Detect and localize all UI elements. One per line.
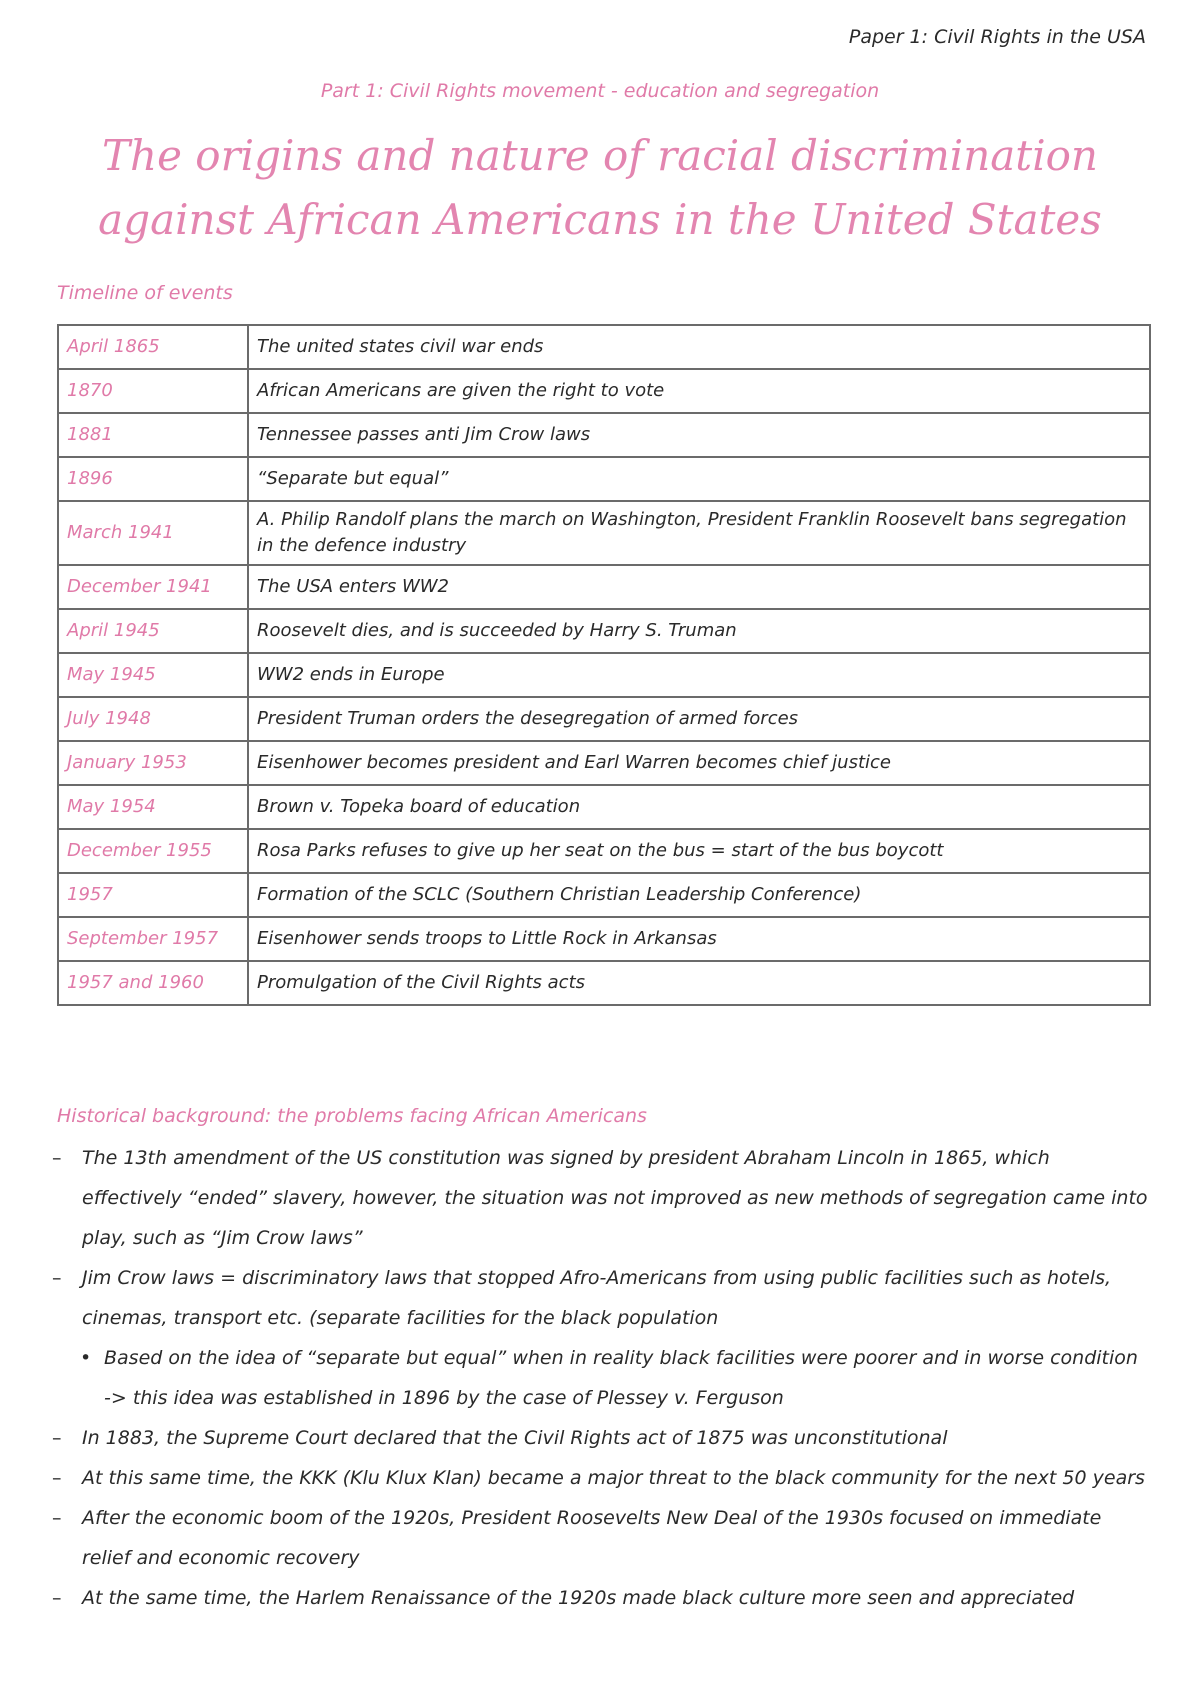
table-row bbox=[58, 413, 1150, 457]
list-item-text: At this same time, the KKK (Klu Klux Klan) became a major threat to the black community for the next 50 years bbox=[82, 1467, 1145, 1489]
list-item bbox=[50, 1138, 1150, 1258]
timeline-table bbox=[57, 324, 1151, 1006]
timeline-date: May 1945 bbox=[58, 653, 248, 697]
part-title: Part 1: Civil Rights movement - education and segregation bbox=[320, 80, 880, 102]
list-item-text: Based on the idea of “separate but equal” when in reality black facilities were poorer and in worse condition -> this idea was established in 1896 by the case of Plessey v. Ferguson bbox=[104, 1347, 1138, 1409]
list-item-text: In 1883, the Supreme Court declared that the Civil Rights act of 1875 was unconstitutional bbox=[82, 1427, 948, 1449]
timeline-event: Eisenhower sends troops to Little Rock in Arkansas bbox=[248, 917, 1150, 961]
list-item bbox=[50, 1418, 1150, 1458]
timeline-event: Rosa Parks refuses to give up her seat on the bus = start of the bus boycott bbox=[248, 829, 1150, 873]
table-row bbox=[58, 917, 1150, 961]
list-item bbox=[50, 1498, 1150, 1578]
list-item-text: Jim Crow laws = discriminatory laws that stopped Afro-Americans from using public facilities such as hotels, cinemas, transport etc. (separate facilities for the black population bbox=[82, 1267, 1112, 1329]
table-row bbox=[58, 961, 1150, 1005]
dash-bullet-icon: – bbox=[52, 1267, 62, 1289]
table-row bbox=[58, 873, 1150, 917]
timeline-date: 1957 and 1960 bbox=[58, 961, 248, 1005]
timeline-date: April 1865 bbox=[58, 325, 248, 369]
timeline-event: President Truman orders the desegregation of armed forces bbox=[248, 697, 1150, 741]
dash-bullet-icon: – bbox=[52, 1427, 62, 1449]
timeline-event: The USA enters WW2 bbox=[248, 565, 1150, 609]
table-row bbox=[58, 741, 1150, 785]
timeline-event: Tennessee passes anti Jim Crow laws bbox=[248, 413, 1150, 457]
timeline-event: A. Philip Randolf plans the march on Washington, President Franklin Roosevelt bans segregation in the defence industry bbox=[248, 501, 1150, 565]
list-item-text: After the economic boom of the 1920s, President Roosevelts New Deal of the 1930s focused on immediate relief and economic recovery bbox=[82, 1507, 1102, 1569]
timeline-event: “Separate but equal” bbox=[248, 457, 1150, 501]
timeline-date: September 1957 bbox=[58, 917, 248, 961]
table-row bbox=[58, 457, 1150, 501]
background-list bbox=[50, 1138, 1150, 1618]
timeline-date: 1957 bbox=[58, 873, 248, 917]
timeline-event: Formation of the SCLC (Southern Christian Leadership Conference) bbox=[248, 873, 1150, 917]
timeline-date: December 1941 bbox=[58, 565, 248, 609]
list-item bbox=[50, 1458, 1150, 1498]
sub-list-item bbox=[50, 1338, 1150, 1418]
list-item bbox=[50, 1258, 1150, 1338]
dash-bullet-icon: – bbox=[52, 1467, 62, 1489]
list-item bbox=[50, 1578, 1150, 1618]
table-row bbox=[58, 829, 1150, 873]
background-heading: Historical background: the problems facing African Americans bbox=[57, 1105, 647, 1127]
list-item-text: The 13th amendment of the US constitution was signed by president Abraham Lincoln in 1865, which effectively “ended” slavery, however, the situation was not improved as new methods of segregation came into play, such as “Jim Crow laws” bbox=[82, 1147, 1148, 1249]
table-row bbox=[58, 325, 1150, 369]
page-title: The origins and nature of racial discrimination against African Americans in the United States bbox=[98, 131, 1102, 244]
table-row bbox=[58, 785, 1150, 829]
dash-bullet-icon: – bbox=[52, 1507, 62, 1529]
timeline-event: Eisenhower becomes president and Earl Warren becomes chief justice bbox=[248, 741, 1150, 785]
table-row bbox=[58, 697, 1150, 741]
timeline-date: 1870 bbox=[58, 369, 248, 413]
timeline-event: Roosevelt dies, and is succeeded by Harry S. Truman bbox=[248, 609, 1150, 653]
list-item-text: At the same time, the Harlem Renaissance of the 1920s made black culture more seen and appreciated bbox=[82, 1587, 1075, 1609]
timeline-date: May 1954 bbox=[58, 785, 248, 829]
dash-bullet-icon: – bbox=[52, 1587, 62, 1609]
timeline-date: 1896 bbox=[58, 457, 248, 501]
timeline-date: 1881 bbox=[58, 413, 248, 457]
timeline-event: WW2 ends in Europe bbox=[248, 653, 1150, 697]
timeline-date: March 1941 bbox=[58, 501, 248, 565]
timeline-date: April 1945 bbox=[58, 609, 248, 653]
table-row bbox=[58, 565, 1150, 609]
timeline-heading: Timeline of events bbox=[57, 282, 233, 304]
dash-bullet-icon: – bbox=[52, 1147, 62, 1169]
dot-bullet-icon: • bbox=[80, 1347, 92, 1369]
timeline-event: African Americans are given the right to vote bbox=[248, 369, 1150, 413]
table-row bbox=[58, 369, 1150, 413]
timeline-event: Brown v. Topeka board of education bbox=[248, 785, 1150, 829]
timeline-date: July 1948 bbox=[58, 697, 248, 741]
table-row bbox=[58, 653, 1150, 697]
timeline-date: January 1953 bbox=[58, 741, 248, 785]
table-row bbox=[58, 609, 1150, 653]
page-header-course: Paper 1: Civil Rights in the USA bbox=[848, 26, 1146, 48]
timeline-date: December 1955 bbox=[58, 829, 248, 873]
table-row bbox=[58, 501, 1150, 565]
timeline-event: Promulgation of the Civil Rights acts bbox=[248, 961, 1150, 1005]
timeline-event: The united states civil war ends bbox=[248, 325, 1150, 369]
